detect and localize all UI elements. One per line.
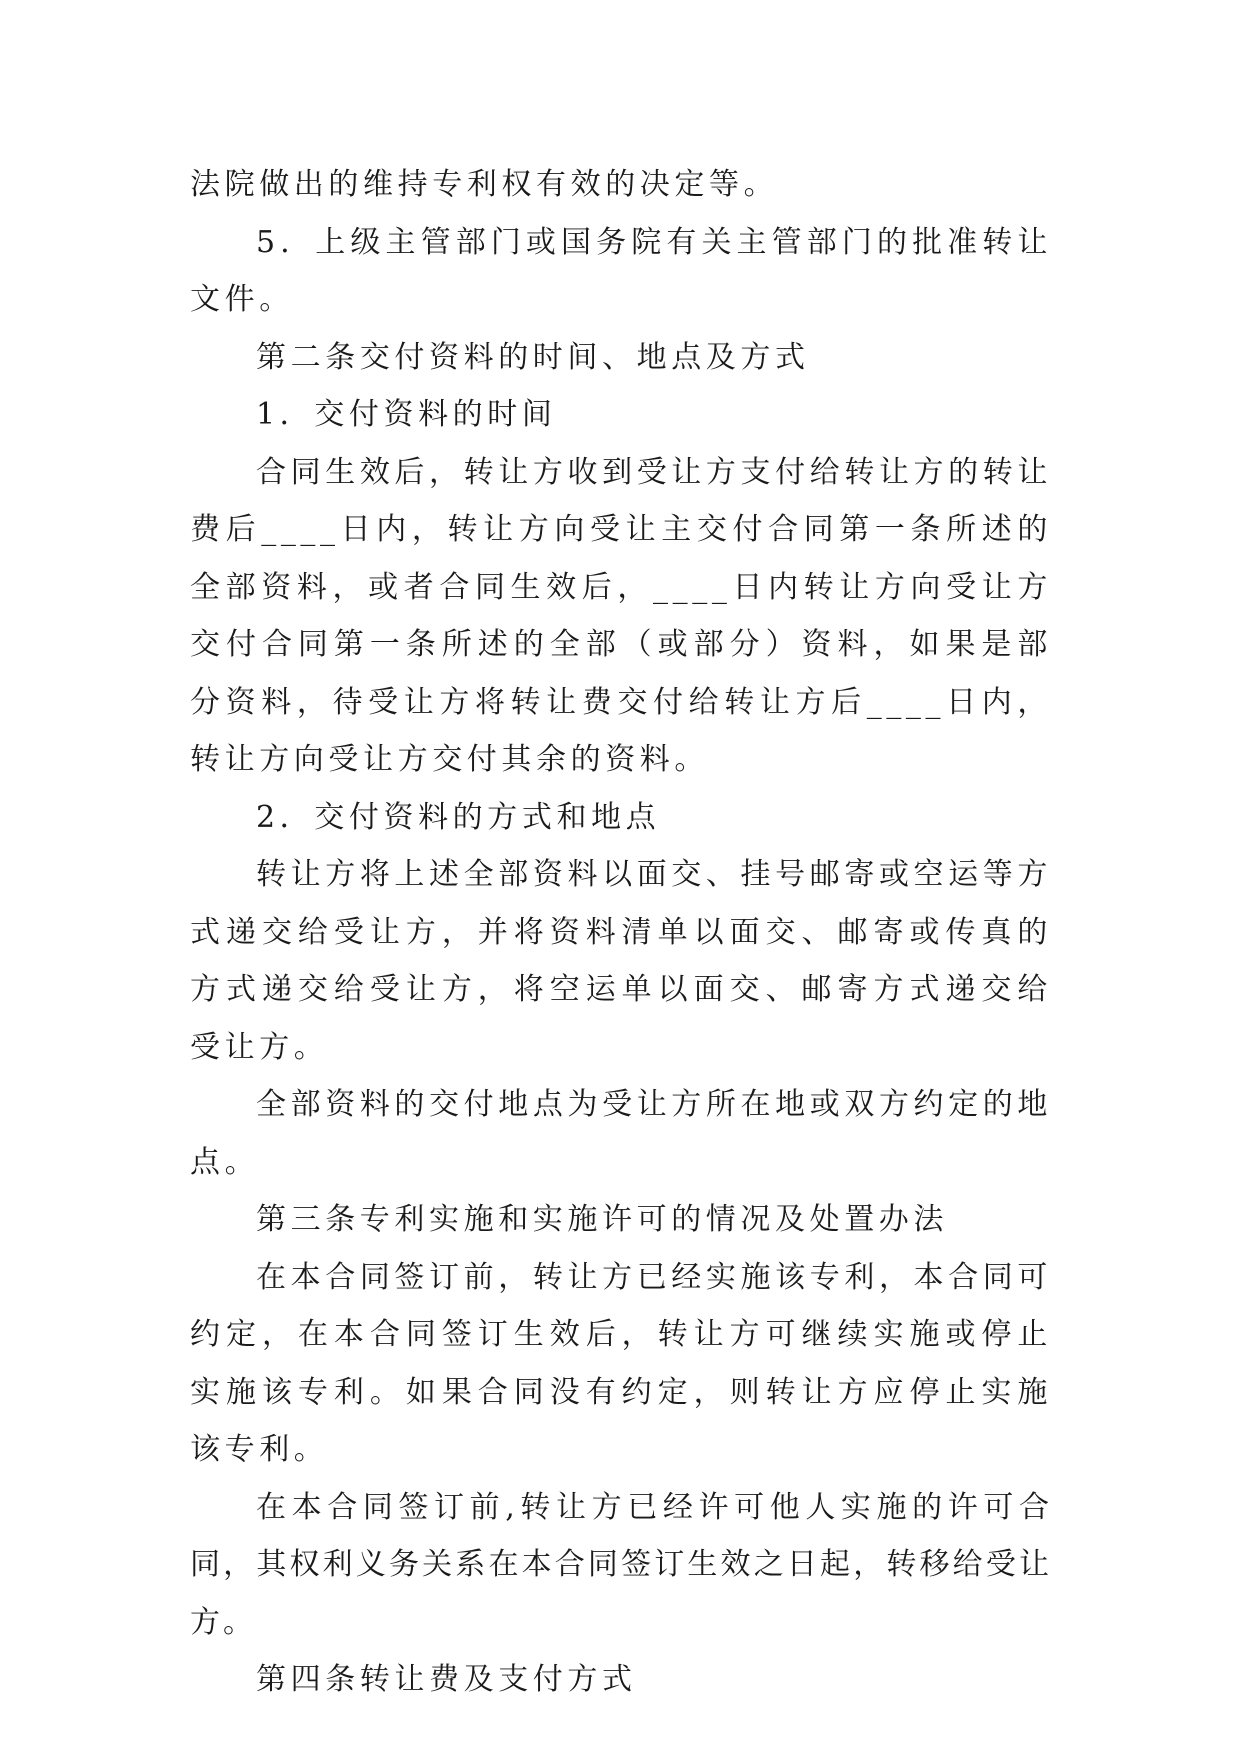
paragraph-continuation: 法院做出的维持专利权有效的决定等。 [190,167,779,202]
article-3-heading: 第三条专利实施和实施许可的情况及处置办法 [256,1202,948,1237]
paragraph-delivery-method: 转让方将上述全部资料以面交、挂号邮寄或空运等方式递交给受让方，并将资料清单以面交、邮寄或传真的方式递交给受让方，将空运单以面交、邮寄方式递交给受让方。 [190,857,1052,1065]
article-2-heading: 第二条交付资料的时间、地点及方式 [256,339,810,375]
subheading-delivery-method: 2．交付资料的方式和地点 [256,799,661,835]
paragraph-delivery-place: 全部资料的交付地点为受让方所在地或双方约定的地点。 [190,1087,1052,1180]
paragraph-delivery-time: 合同生效后，转让方收到受让方支付给转让方的转让费后____日内，转让方向受让主交付合同第一条所述的全部资料，或者合同生效后，____日内转让方向受让方交付合同第一条所述的全部（或部分）资料，如果是部分资料，待受让方将转让费交付给转让方后____日内，转让方向受让方交付其余的资料。 [190,454,1052,777]
list-item-5: 5．上级主管部门或国务院有关主管部门的批准转让文件。 [190,224,1052,317]
paragraph-prior-license: 在本合同签订前,转让方已经许可他人实施的许可合同，其权利义务关系在本合同签订生效之日起，转移给受让方。 [190,1489,1052,1640]
article-4-heading: 第四条转让费及支付方式 [256,1662,637,1697]
subheading-delivery-time: 1．交付资料的时间 [256,397,557,432]
paragraph-prior-implementation: 在本合同签订前，转让方已经实施该专利，本合同可约定，在本合同签订生效后，转让方可继续实施或停止实施该专利。如果合同没有约定，则转让方应停止实施该专利。 [190,1259,1052,1467]
document-page [190,156,1052,1709]
